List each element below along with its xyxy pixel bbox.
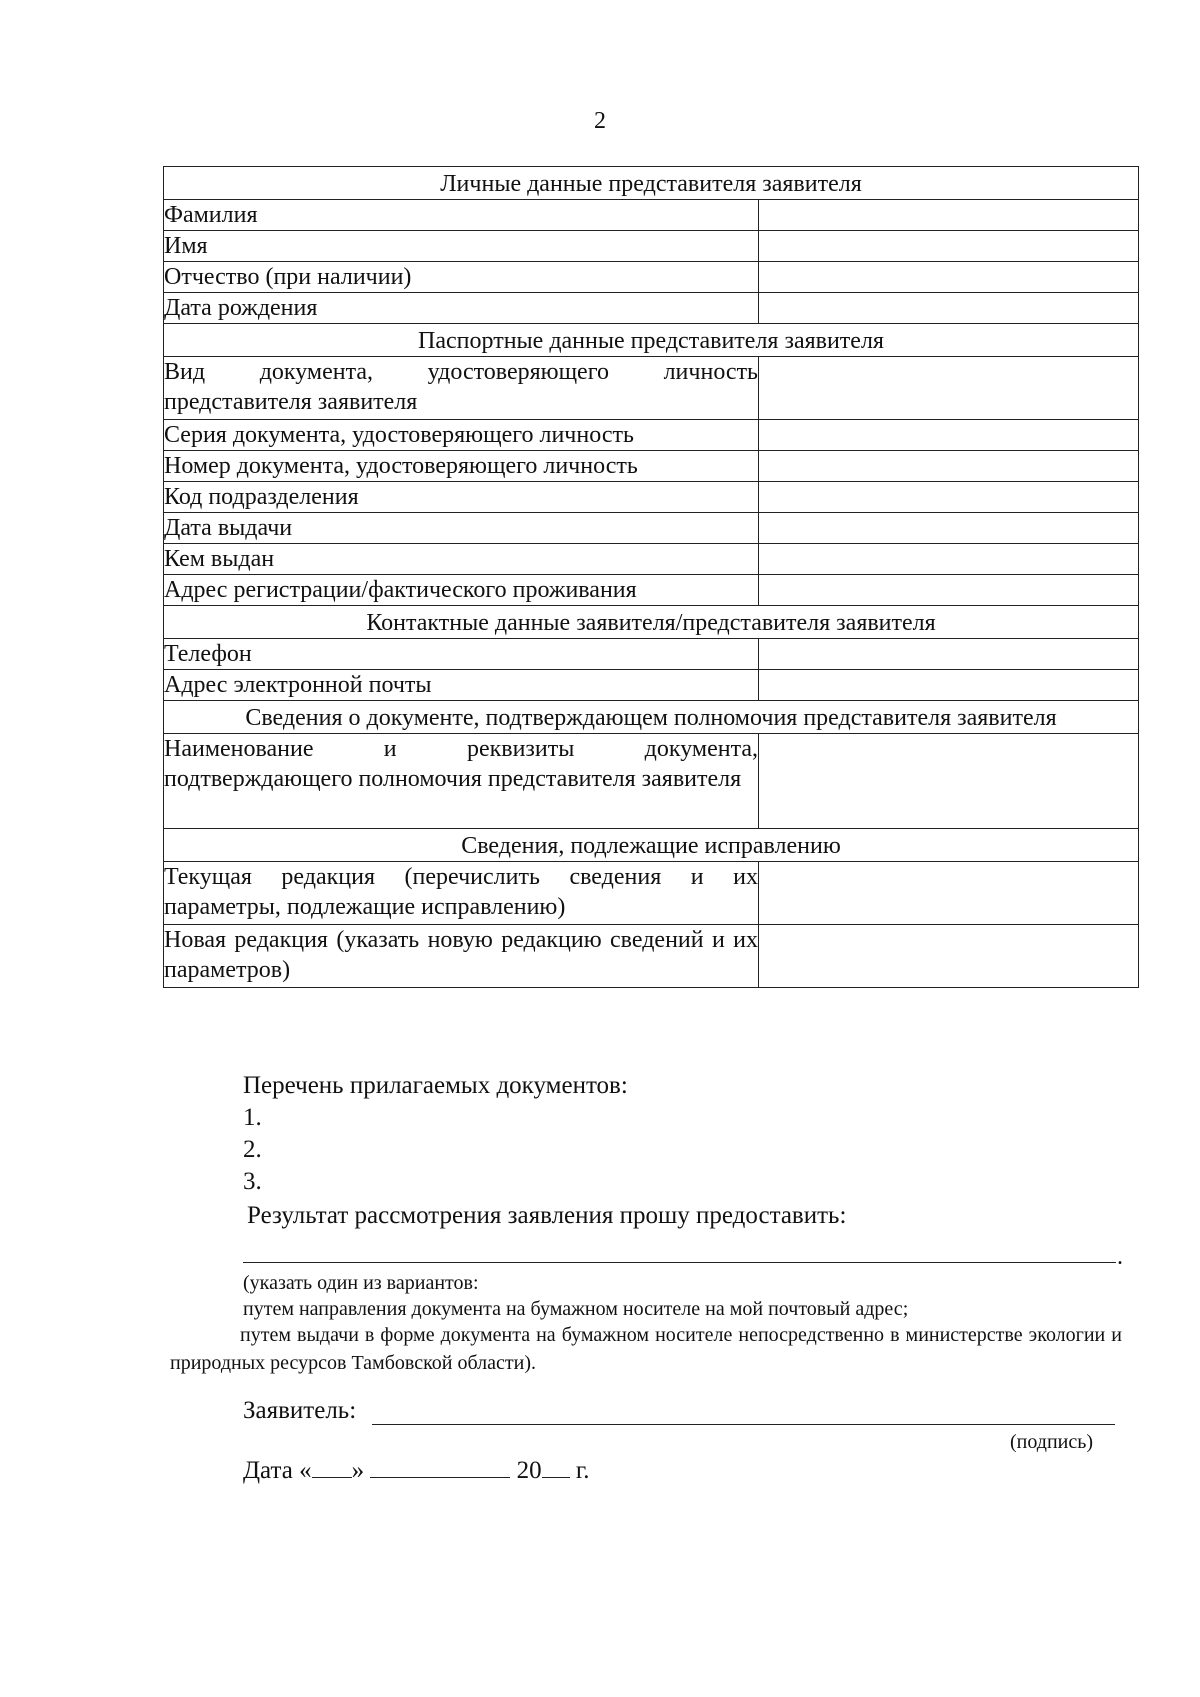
field-value-cell[interactable]: [759, 513, 1139, 544]
section-title: Паспортные данные представителя заявителя: [164, 324, 1139, 357]
field-value-cell[interactable]: [759, 262, 1139, 293]
field-label: Кем выдан: [164, 544, 759, 575]
table-row: [164, 513, 1139, 544]
table-row: [164, 293, 1139, 324]
table-row: [164, 734, 1139, 829]
field-label: Новая редакция (указать новую редакцию сведений и их параметров): [164, 925, 759, 988]
table-section-header: [164, 606, 1139, 639]
signature-hint: (подпись): [1010, 1431, 1094, 1453]
page-number: 2: [594, 108, 606, 134]
table-row: [164, 670, 1139, 701]
day-blank[interactable]: [312, 1455, 352, 1478]
table-row: [164, 262, 1139, 293]
applicant-signature-line[interactable]: [372, 1424, 1115, 1425]
attachment-item-1: 1.: [243, 1104, 262, 1131]
field-value-cell[interactable]: [759, 357, 1139, 420]
field-value-cell[interactable]: [759, 925, 1139, 988]
result-line-end: .: [1117, 1244, 1123, 1270]
field-value-cell[interactable]: [759, 734, 1139, 829]
section-title: Контактные данные заявителя/представителя заявителя: [164, 606, 1139, 639]
field-value-cell[interactable]: [759, 231, 1139, 262]
field-label: Код подразделения: [164, 482, 759, 513]
field-label: Наименование и реквизиты документа, подтверждающего полномочия представителя заявителя: [164, 734, 759, 829]
field-value-cell[interactable]: [759, 670, 1139, 701]
field-value-cell[interactable]: [759, 200, 1139, 231]
applicant-label: Заявитель:: [243, 1397, 357, 1424]
result-note-intro: (указать один из вариантов:: [243, 1272, 479, 1294]
section-title: Сведения, подлежащие исправлению: [164, 829, 1139, 862]
field-label: Адрес регистрации/фактического проживания: [164, 575, 759, 606]
field-value-cell[interactable]: [759, 482, 1139, 513]
year-prefix: 20: [516, 1457, 542, 1484]
date-prefix: Дата «: [243, 1457, 312, 1484]
table-row: [164, 200, 1139, 231]
table-section-header: [164, 324, 1139, 357]
attachment-item-2: 2.: [243, 1136, 262, 1163]
field-value-cell[interactable]: [759, 293, 1139, 324]
field-label: Фамилия: [164, 200, 759, 231]
field-label: Дата рождения: [164, 293, 759, 324]
field-label: Вид документа, удостоверяющего личность представителя заявителя: [164, 357, 759, 420]
field-label: Телефон: [164, 639, 759, 670]
field-value-cell[interactable]: [759, 451, 1139, 482]
month-blank[interactable]: [370, 1455, 510, 1478]
result-option-1: путем направления документа на бумажном носителе на мой почтовый адрес;: [243, 1298, 909, 1320]
table-row: [164, 639, 1139, 670]
result-option-2: путем выдачи в форме документа на бумажном носителе непосредственно в министерстве экологии и природных ресурсов Тамбовской области).: [170, 1324, 1122, 1374]
field-label: Имя: [164, 231, 759, 262]
attachment-item-3: 3.: [243, 1168, 262, 1195]
field-value-cell[interactable]: [759, 575, 1139, 606]
table-row: [164, 482, 1139, 513]
year-blank[interactable]: [542, 1455, 570, 1478]
table-row: [164, 451, 1139, 482]
field-value-cell[interactable]: [759, 420, 1139, 451]
attachments-title: Перечень прилагаемых документов:: [243, 1072, 628, 1099]
field-label: Адрес электронной почты: [164, 670, 759, 701]
field-label: Отчество (при наличии): [164, 262, 759, 293]
table-row: [164, 357, 1139, 420]
application-form-table: [163, 166, 1139, 988]
table-section-header: [164, 701, 1139, 734]
table-row: [164, 420, 1139, 451]
field-value-cell[interactable]: [759, 639, 1139, 670]
table-row: [164, 862, 1139, 925]
date-row: [243, 1455, 590, 1485]
section-title: Сведения о документе, подтверждающем полномочия представителя заявителя: [164, 701, 1139, 734]
result-title: Результат рассмотрения заявления прошу предоставить:: [247, 1202, 847, 1229]
table-row: [164, 575, 1139, 606]
table-section-header: [164, 829, 1139, 862]
section-title: Личные данные представителя заявителя: [164, 167, 1139, 200]
field-label: Номер документа, удостоверяющего личность: [164, 451, 759, 482]
field-label: Серия документа, удостоверяющего личность: [164, 420, 759, 451]
field-label: Текущая редакция (перечислить сведения и их параметры, подлежащие исправлению): [164, 862, 759, 925]
table-section-header: [164, 167, 1139, 200]
year-suffix: г.: [575, 1457, 590, 1484]
date-mid: »: [351, 1457, 365, 1484]
table-row: [164, 231, 1139, 262]
table-row: [164, 925, 1139, 988]
table-row: [164, 544, 1139, 575]
field-value-cell[interactable]: [759, 862, 1139, 925]
result-blank-line[interactable]: [243, 1262, 1116, 1263]
field-label: Дата выдачи: [164, 513, 759, 544]
field-value-cell[interactable]: [759, 544, 1139, 575]
